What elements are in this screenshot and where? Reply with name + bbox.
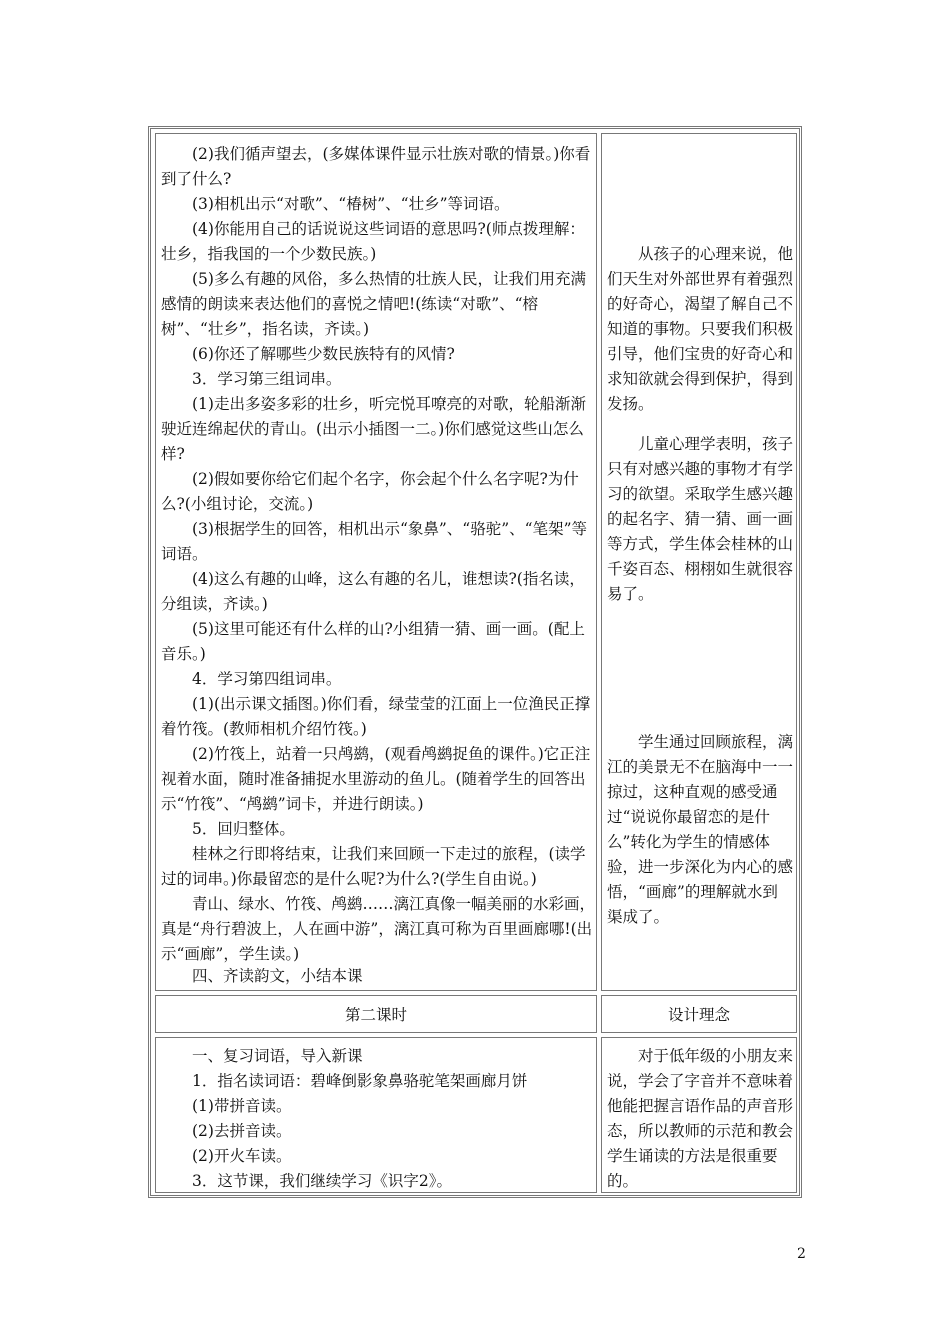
paragraph: (2)假如要你给它们起个名字，你会起个什么名字呢?为什么?(小组讨论，交流。): [161, 470, 579, 513]
paragraph: (4)你能用自己的话说说这些词语的意思吗?(师点拨理解：壮乡，指我国的一个少数民族。): [161, 220, 585, 263]
section-header-cell: [601, 995, 797, 1033]
paragraph: (2)我们循声望去，(多媒体课件显示壮族对歌的情景。)你看到了什么?: [161, 145, 591, 188]
paragraph: (4)这么有趣的山峰，这么有趣的名儿，谁想读?(指名读，分组读，齐读。): [161, 570, 585, 613]
paragraph: (1)带拼音读。: [161, 1097, 292, 1115]
design-notes-cell: [601, 133, 797, 991]
paragraph: 4．学习第四组词串。: [161, 670, 342, 688]
design-note: 儿童心理学表明，孩子只有对感兴趣的事物才有学习的欲望。采取学生感兴趣的起名字、猜一猜、画一画等方式，学生体会桂林的山千姿百态、栩栩如生就很容易了。: [607, 435, 794, 603]
paragraph: (5)这里可能还有什么样的山?小组猜一猜、画一画。(配上音乐。): [161, 620, 585, 663]
design-note: 对于低年级的小朋友来说，学会了字音并不意味着他能把握言语作品的声音形态，所以教师的示范和教会学生诵读的方法是很重要的。: [607, 1047, 794, 1190]
paragraph: (2)去拼音读。: [161, 1122, 292, 1140]
section-header-design-concept: 设计理念: [667, 1006, 730, 1024]
paragraph: 3．这节课，我们继续学习《识字2》。: [161, 1172, 452, 1190]
paragraph: 青山、绿水、竹筏、鸬鹚……漓江真像一幅美丽的水彩画，真是“舟行碧波上，人在画中游”，漓江真可称为百里画廊哪!(出示“画廊”，学生读。): [161, 895, 596, 963]
teaching-process-cell: [155, 133, 597, 991]
section-header-cell: [155, 995, 597, 1033]
paragraph: (6)你还了解哪些少数民族特有的风情?: [161, 345, 455, 363]
paragraph: 桂林之行即将结束，让我们来回顾一下走过的旅程，(读学过的词串。)你最留恋的是什么呢?为什么?(学生自由说。): [161, 845, 586, 888]
paragraph: (1)走出多姿多彩的壮乡，听完悦耳嘹亮的对歌，轮船渐渐驶近连绵起伏的青山。(出示小插图一二。)你们感觉这些山怎么样?: [161, 395, 586, 463]
paragraph: 四、齐读韵文，小结本课: [161, 967, 363, 985]
paragraph: (3)根据学生的回答，相机出示“象鼻”、“骆驼”、“笔架”等词语。: [161, 520, 588, 563]
paragraph: 5．回归整体。: [161, 820, 295, 838]
paragraph: (2)竹筏上，站着一只鸬鹚，(观看鸬鹚捉鱼的课件。)它正注视着水面，随时准备捕捉水里游动的鱼儿。(随着学生的回答出示“竹筏”、“鸬鹚”词卡，并进行朗读。): [161, 745, 591, 813]
paragraph: 1．指名读词语：碧峰倒影象鼻骆驼笔架画廊月饼: [161, 1072, 528, 1090]
design-note: 学生通过回顾旅程，漓江的美景无不在脑海中一一掠过，这种直观的感受通过“说说你最留恋的是什么”转化为学生的情感体验，进一步深化为内心的感悟，“画廊”的理解就水到渠成了。: [607, 733, 794, 926]
paragraph: (1)(出示课文插图。)你们看，绿莹莹的江面上一位渔民正撑着竹筏。(教师相机介绍竹筏。): [161, 695, 591, 738]
section-header-second-lesson: 第二课时: [344, 1006, 407, 1024]
paragraph: 一、复习词语，导入新课: [161, 1047, 363, 1065]
lesson-plan-table: [148, 126, 802, 1198]
paragraph: (3)相机出示“对歌”、“椿树”、“壮乡”等词语。: [161, 195, 510, 213]
page-number: 2: [797, 1246, 806, 1262]
paragraph: 3．学习第三组词串。: [161, 370, 342, 388]
design-note: 从孩子的心理来说，他们天生对外部世界有着强烈的好奇心，渴望了解自己不知道的事物。只要我们积极引导，他们宝贵的好奇心和求知欲就会得到保护，得到发扬。: [607, 245, 794, 413]
paragraph: (5)多么有趣的风俗，多么热情的壮族人民，让我们用充满感情的朗读来表达他们的喜悦之情吧!(练读“对歌”、“榕树”、“壮乡”，指名读，齐读。): [161, 270, 586, 338]
paragraph: (2)开火车读。: [161, 1147, 292, 1165]
second-lesson-process-cell: [155, 1037, 597, 1193]
second-lesson-notes-cell: [601, 1037, 797, 1193]
